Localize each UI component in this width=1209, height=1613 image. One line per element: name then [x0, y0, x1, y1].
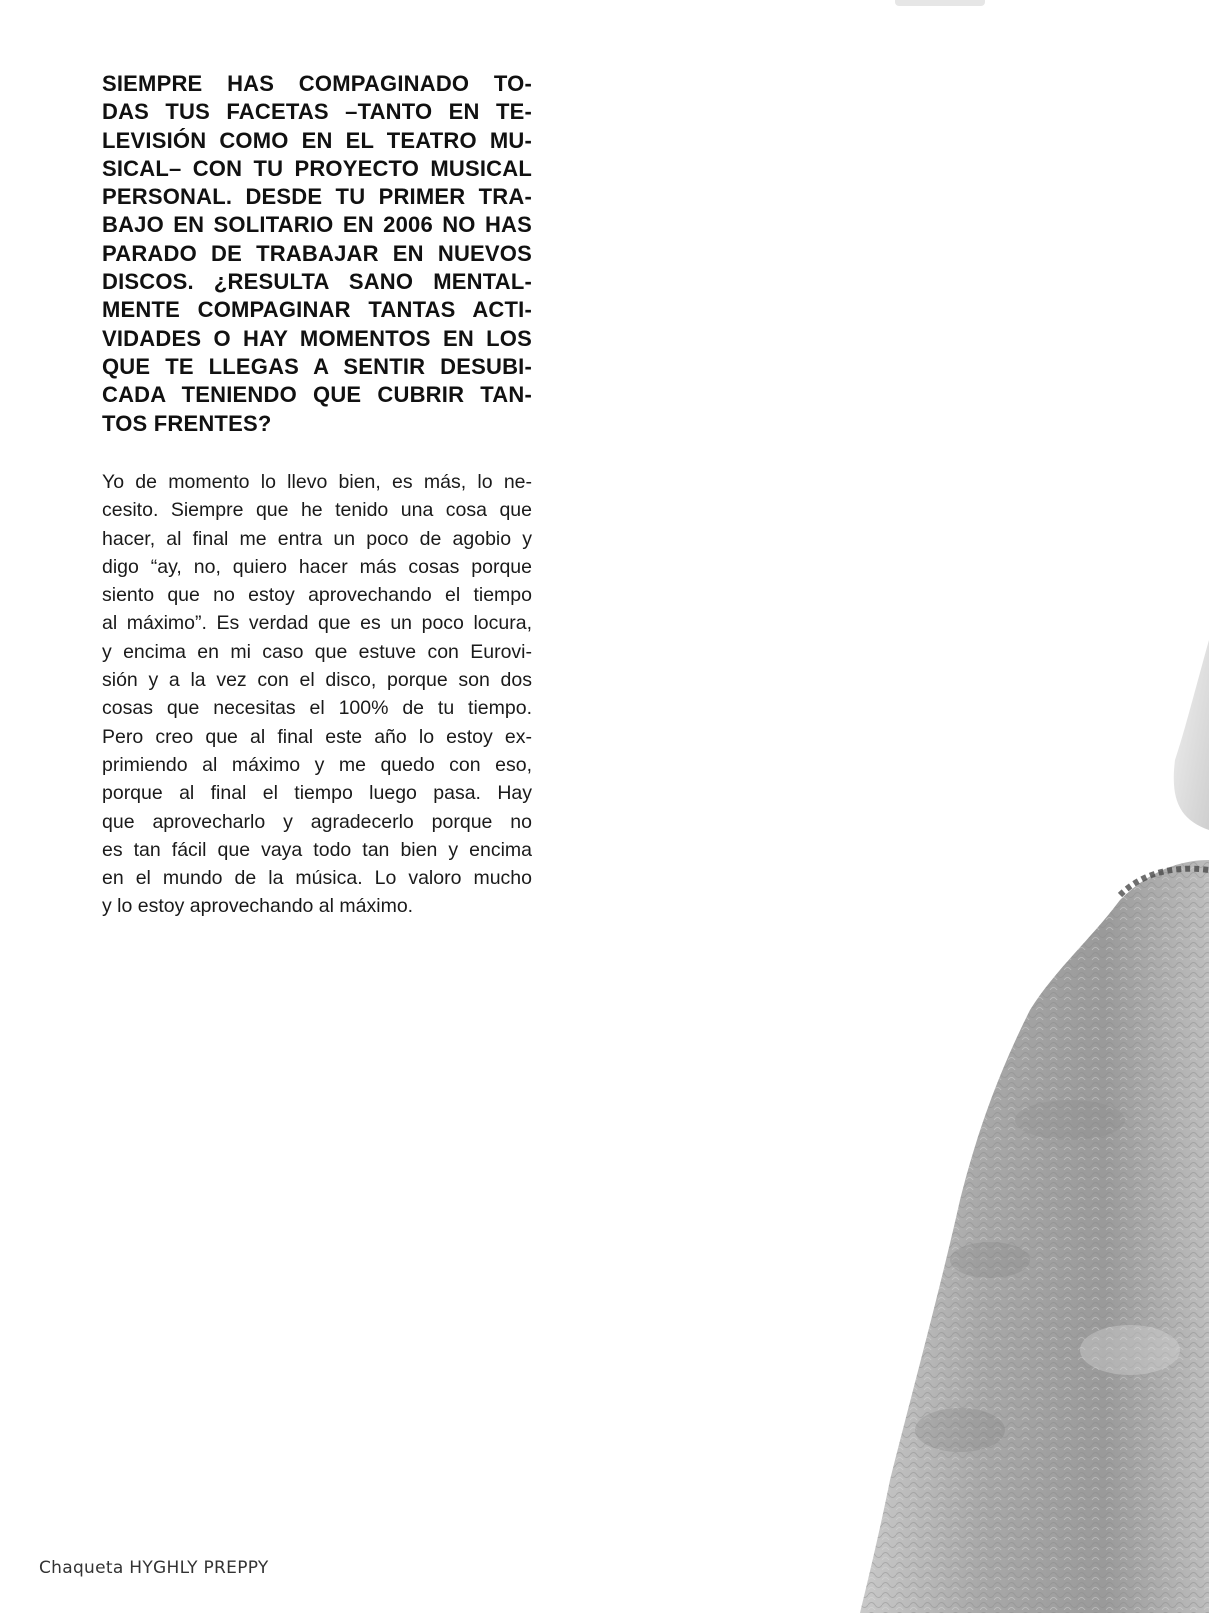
answer-line: es tan fácil que vaya todo tan bien y encima: [102, 838, 532, 861]
question-line: MENTE COMPAGINAR TANTAS ACTI-: [102, 297, 532, 323]
photo-caption: Chaqueta HYGHLY PREPPY: [39, 1558, 269, 1578]
question-line: TOS FRENTES?: [102, 410, 272, 436]
question-line: BAJO EN SOLITARIO EN 2006 NO HAS: [102, 212, 532, 238]
interview-question: [102, 70, 532, 438]
person-in-knit-jacket-photo: [840, 0, 1209, 1613]
question-line: PERSONAL. DESDE TU PRIMER TRA-: [102, 184, 532, 210]
answer-line: que aprovecharlo y agradecerlo porque no: [102, 810, 532, 833]
question-line: DAS TUS FACETAS –TANTO EN TE-: [102, 99, 532, 125]
answer-line: cesito. Siempre que he tenido una cosa que: [102, 499, 532, 522]
question-line: QUE TE LLEGAS A SENTIR DESUBI-: [102, 353, 532, 379]
question-line: VIDADES O HAY MOMENTOS EN LOS: [102, 325, 532, 351]
question-line: PARADO DE TRABAJAR EN NUEVOS: [102, 240, 532, 266]
answer-line: al máximo”. Es verdad que es un poco locura,: [102, 612, 532, 635]
answer-line: Pero creo que al final este año lo estoy ex-: [102, 725, 532, 748]
answer-line: y lo estoy aprovechando al máximo.: [102, 895, 414, 918]
answer-line: primiendo al máximo y me quedo con eso,: [102, 753, 532, 776]
answer-line: digo “ay, no, quiero hacer más cosas porque: [102, 555, 532, 578]
answer-line: y encima en mi caso que estuve con Eurovi-: [102, 640, 532, 663]
answer-line: Yo de momento lo llevo bien, es más, lo ne-: [102, 471, 532, 493]
question-line: LEVISIÓN COMO EN EL TEATRO MU-: [102, 127, 532, 153]
question-line: DISCOS. ¿RESULTA SANO MENTAL-: [102, 269, 532, 295]
interview-answer: [102, 468, 532, 921]
question-line: SICAL– CON TU PROYECTO MUSICAL: [102, 155, 532, 181]
question-line: SIEMPRE HAS COMPAGINADO TO-: [102, 71, 532, 96]
answer-line: siento que no estoy aprovechando el tiempo: [102, 584, 532, 607]
answer-line: hacer, al final me entra un poco de agobio y: [102, 527, 532, 550]
hair-shape: [1174, 640, 1209, 830]
answer-line: porque al final el tiempo luego pasa. Hay: [102, 782, 532, 805]
answer-line: en el mundo de la música. Lo valoro mucho: [102, 867, 532, 890]
question-line: CADA TENIENDO QUE CUBRIR TAN-: [102, 382, 532, 408]
answer-line: sión y a la vez con el disco, porque son dos: [102, 669, 532, 692]
answer-line: cosas que necesitas el 100% de tu tiempo.: [102, 697, 532, 720]
